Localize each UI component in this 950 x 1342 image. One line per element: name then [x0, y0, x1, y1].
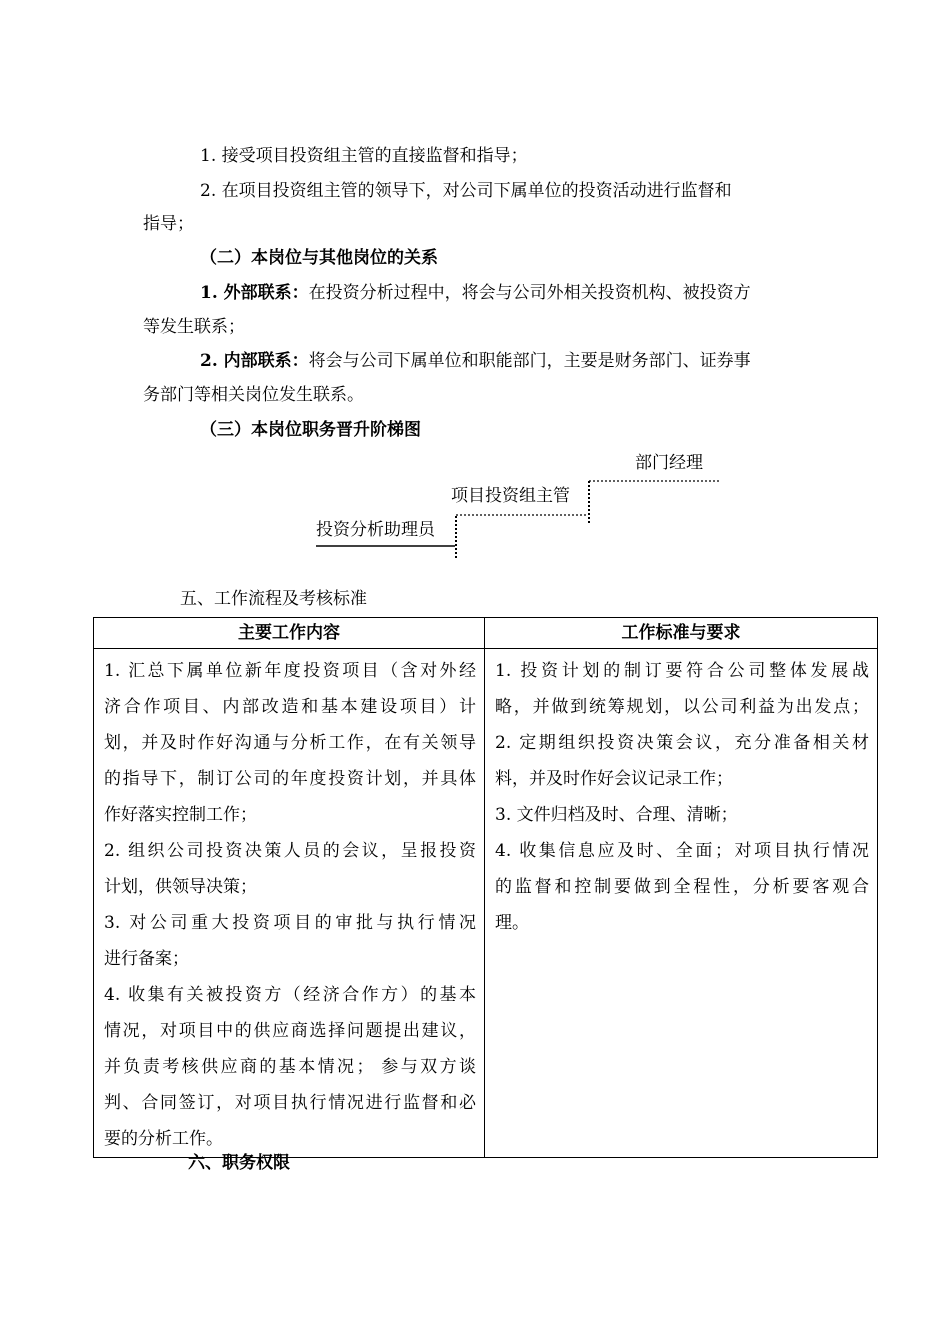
internal-relation-line-2: 务部门等相关岗位发生联系。: [143, 385, 364, 405]
ladder-step-3-label: 部门经理: [635, 453, 703, 473]
standards-line: 略，并做到统筹规划，以公司利益为出发点；: [495, 697, 869, 717]
main-work-cell: [94, 649, 485, 1158]
standards-cell: [485, 649, 878, 1158]
main-work-line: 的指导下，制订公司的年度投资计划，并具体: [104, 769, 476, 789]
section5-heading: 五、工作流程及考核标准: [180, 589, 367, 609]
standards-line: 料，并及时作好会议记录工作；: [495, 769, 733, 789]
main-work-line: 1. 汇总下属单位新年度投资项目（含对外经: [104, 661, 476, 681]
standards-line: 3. 文件归档及时、合理、清晰；: [495, 805, 738, 825]
main-work-line: 2. 组织公司投资决策人员的会议，呈报投资: [104, 841, 476, 861]
main-work-line: 进行备案；: [104, 949, 189, 969]
duty-item-1: 1. 接受项目投资组主管的直接监督和指导；: [200, 146, 528, 166]
standards-line: 2. 定期组织投资决策会议，充分准备相关材: [495, 733, 869, 753]
ladder-step-1-label: 投资分析助理员: [316, 520, 435, 540]
main-work-line: 济合作项目、内部改造和基本建设项目）计: [104, 697, 476, 717]
standards-line: 4. 收集信息应及时、全面；对项目执行情况: [495, 841, 869, 861]
internal-relation-label: 2. 内部联系：: [200, 351, 309, 371]
main-work-line: 并负责考核供应商的基本情况； 参与双方谈: [104, 1057, 476, 1077]
external-relation-label: 1. 外部联系：: [200, 283, 309, 303]
column-header-main-work: 主要工作内容: [94, 618, 485, 649]
promotion-heading: （三）本岗位职务晋升阶梯图: [200, 420, 421, 440]
standards-line: 理。: [495, 913, 529, 933]
main-work-line: 作好落实控制工作；: [104, 805, 257, 825]
workflow-table-header: [94, 618, 878, 649]
main-work-line: 计划，供领导决策；: [104, 877, 257, 897]
duty-item-2-line-1: 2. 在项目投资组主管的领导下，对公司下属单位的投资活动进行监督和: [200, 181, 732, 201]
ladder-step-2-label: 项目投资组主管: [451, 486, 570, 506]
external-relation-line-2: 等发生联系；: [143, 317, 245, 337]
main-work-line: 判、合同签订，对项目执行情况进行监督和必: [104, 1093, 476, 1113]
main-work-line: 情况，对项目中的供应商选择问题提出建议，: [104, 1021, 476, 1041]
internal-relation-text: 将会与公司下属单位和职能部门，主要是财务部门、证券事: [308, 351, 751, 371]
standards-line: 1. 投资计划的制订要符合公司整体发展战: [495, 661, 869, 681]
section6-heading: 六、职务权限: [188, 1153, 290, 1173]
main-work-line: 3. 对公司重大投资项目的审批与执行情况: [104, 913, 476, 933]
main-work-line: 要的分析工作。: [104, 1129, 223, 1149]
external-relation-text: 在投资分析过程中，将会与公司外相关投资机构、被投资方: [308, 283, 751, 303]
workflow-table: [93, 617, 878, 1158]
column-header-standards: 工作标准与要求: [485, 618, 878, 649]
relations-heading: （二）本岗位与其他岗位的关系: [200, 248, 438, 268]
duty-item-2-line-2: 指导；: [143, 214, 194, 234]
table-row: [94, 649, 878, 1158]
standards-line: 的监督和控制要做到全程性，分析要客观合: [495, 877, 869, 897]
main-work-line: 划，并及时作好沟通与分析工作，在有关领导: [104, 733, 476, 753]
promotion-ladder-diagram: [0, 0, 950, 600]
main-work-line: 4. 收集有关被投资方（经济合作方）的基本: [104, 985, 476, 1005]
